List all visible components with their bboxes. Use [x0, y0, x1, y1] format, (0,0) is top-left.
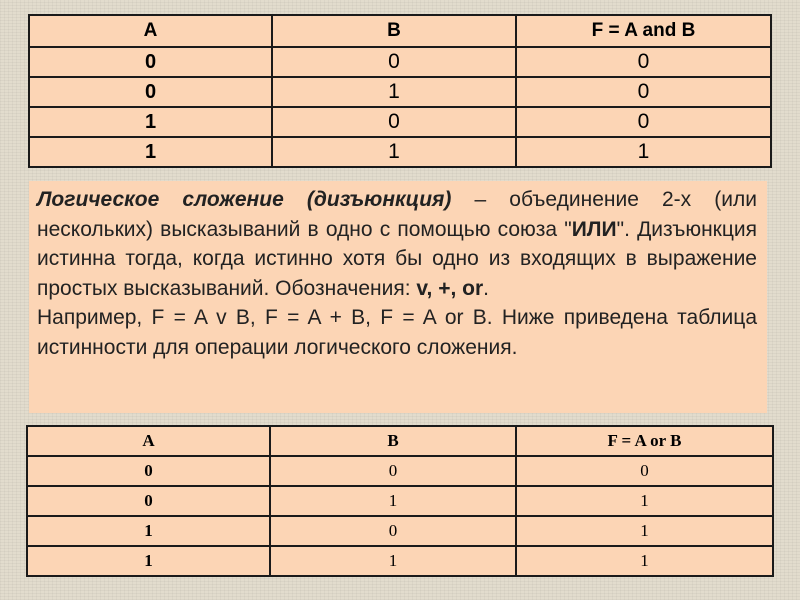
cell-b: 1	[270, 546, 516, 576]
cell-f: 0	[516, 77, 771, 107]
cell-a: 0	[29, 77, 272, 107]
definition-text-1: – объединение 2-х (или нескольких) высказываний в одно с помощью союза "	[37, 188, 757, 241]
keyword-or: ИЛИ	[571, 217, 617, 241]
header-cell-f: F = A or B	[516, 426, 773, 456]
cell-a: 0	[29, 47, 272, 77]
cell-b: 1	[270, 486, 516, 516]
table-header-row	[29, 15, 771, 47]
cell-f: 1	[516, 516, 773, 546]
table-row	[29, 137, 771, 167]
definition-paragraph	[37, 185, 757, 303]
header-cell-a: A	[29, 15, 272, 47]
header-cell-a: A	[27, 426, 270, 456]
table-row	[27, 516, 773, 546]
cell-b: 1	[272, 137, 516, 167]
header-cell-f: F = A and B	[516, 15, 771, 47]
cell-b: 1	[272, 77, 516, 107]
table-row	[29, 107, 771, 137]
definition-text-3: .	[483, 276, 489, 300]
disjunction-definition	[29, 181, 767, 413]
cell-a: 1	[27, 546, 270, 576]
cell-f: 0	[516, 456, 773, 486]
table-row	[27, 486, 773, 516]
header-cell-b: B	[272, 15, 516, 47]
cell-f: 0	[516, 107, 771, 137]
cell-f: 1	[516, 546, 773, 576]
cell-a: 1	[29, 137, 272, 167]
header-cell-b: B	[270, 426, 516, 456]
cell-a: 0	[27, 486, 270, 516]
cell-f: 1	[516, 486, 773, 516]
table-row	[29, 47, 771, 77]
cell-b: 0	[272, 107, 516, 137]
cell-b: 0	[270, 516, 516, 546]
truth-table-or	[26, 425, 774, 577]
cell-a: 0	[27, 456, 270, 486]
cell-f: 0	[516, 47, 771, 77]
table-row	[27, 546, 773, 576]
truth-table-and	[28, 14, 772, 168]
table-row	[27, 456, 773, 486]
cell-a: 1	[27, 516, 270, 546]
table-row	[29, 77, 771, 107]
table-header-row	[27, 426, 773, 456]
notation-list: v, +, or	[416, 276, 484, 300]
cell-b: 0	[272, 47, 516, 77]
definition-term: Логическое сложение (дизъюнкция)	[37, 188, 452, 211]
example-paragraph: Например, F = A v B, F = A + B, F = A or B. Ниже приведена таблица истинности для операции логического сложения.	[37, 306, 757, 359]
cell-b: 0	[270, 456, 516, 486]
definition-text-2: ". Дизъюнкция истинна тогда, когда истинно хотя бы одно из входящих в выражение простых высказываний. Обозначения:	[37, 217, 757, 300]
cell-f: 1	[516, 137, 771, 167]
cell-a: 1	[29, 107, 272, 137]
